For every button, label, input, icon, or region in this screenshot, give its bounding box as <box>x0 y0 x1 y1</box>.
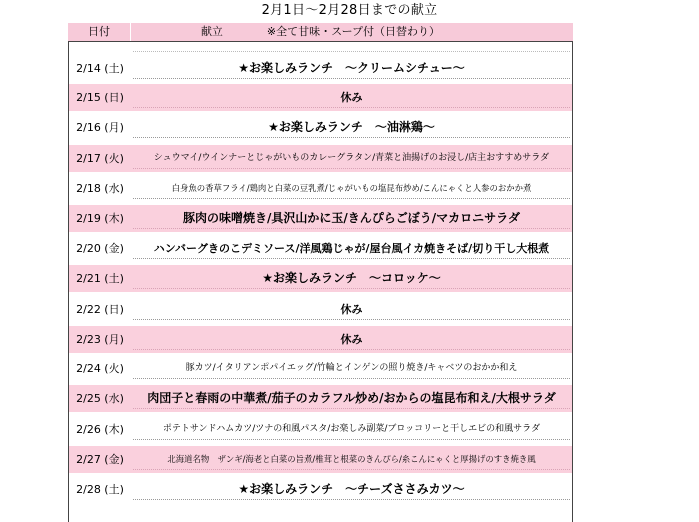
menu-table <box>68 41 573 522</box>
row-date: 2/25 (水) <box>76 392 124 405</box>
table-row <box>69 446 572 473</box>
header-date: 日付 <box>88 25 110 38</box>
row-underline <box>133 288 570 289</box>
row-date: 2/15 (日) <box>76 91 124 104</box>
table-row <box>69 326 572 353</box>
row-menu: ポテトサンドハムカツ/ツナの和風パスタ/お楽しみ副菜/ブロッコリーと干しエビの和風サラダ <box>162 424 541 434</box>
row-menu: 豚肉の味噌焼き/具沢山かに玉/きんぴらごぼう/マカロニサラダ <box>182 211 521 225</box>
row-menu: 肉団子と春雨の中華煮/茄子のカラフル炒め/おからの塩昆布和え/大根サラダ <box>147 391 556 405</box>
row-underline <box>133 378 570 379</box>
row-menu: シュウマイ/ウインナーとじゃがいものカレーグラタン/青菜と油揚げのお浸し/店主おすすめサラダ <box>153 153 550 163</box>
row-menu: 豚カツ/イタリアンポパイエッグ/竹輪とインゲンの照り焼き/キャベツのおかか和え <box>185 363 518 373</box>
row-date: 2/21 (土) <box>76 272 124 285</box>
row-menu: ハンバーグきのこデミソース/洋風鶏じゃが/屋台風イカ焼きそば/切り干し大根煮 <box>153 242 550 255</box>
table-row <box>69 235 572 262</box>
row-underline <box>133 499 570 500</box>
row-date: 2/19 (木) <box>76 212 124 225</box>
row-date: 2/24 (火) <box>76 362 124 375</box>
table-header <box>68 23 573 41</box>
row-date: 2/27 (金) <box>76 453 124 466</box>
table-row <box>69 296 572 323</box>
row-date: 2/22 (日) <box>76 303 124 316</box>
page-title: 2月1日～2月28日までの献立 <box>261 3 438 18</box>
table-row <box>69 114 572 141</box>
row-underline <box>133 228 570 229</box>
row-underline <box>133 408 570 409</box>
row-underline <box>133 137 570 138</box>
table-row <box>69 145 572 172</box>
row-menu: 休み <box>340 303 363 316</box>
table-row <box>69 175 572 202</box>
table-row <box>69 55 572 82</box>
row-date: 2/28 (土) <box>76 483 124 496</box>
row-underline <box>133 258 570 259</box>
row-underline <box>133 439 570 440</box>
row-date: 2/16 (月) <box>76 121 124 134</box>
table-row <box>69 385 572 412</box>
row-date: 2/23 (月) <box>76 333 124 346</box>
table-row <box>69 84 572 111</box>
row-date: 2/14 (土) <box>76 62 124 75</box>
row-underline <box>133 349 570 350</box>
row-menu: 白身魚の香草フライ/鶏肉と白菜の豆乳煮/じゃがいもの塩昆布炒め/こんにゃくと人参のおかか煮 <box>171 183 532 193</box>
row-underline <box>133 168 570 169</box>
row-menu: 休み <box>340 333 363 346</box>
header-menu: 献立 ※全て甘味・スープ付（日替わり） <box>200 25 441 38</box>
row-date: 2/17 (火) <box>76 152 124 165</box>
row-underline <box>133 198 570 199</box>
row-menu: ★お楽しみランチ ～コロッケ～ <box>262 271 441 285</box>
table-row <box>69 205 572 232</box>
divider <box>133 51 570 52</box>
row-menu: ★お楽しみランチ ～チーズささみカツ～ <box>238 482 465 496</box>
row-menu: ★お楽しみランチ ～油淋鶏～ <box>268 120 435 134</box>
table-row <box>69 265 572 292</box>
row-underline <box>133 78 570 79</box>
table-row <box>69 355 572 382</box>
row-date: 2/20 (金) <box>76 242 124 255</box>
row-menu: ★お楽しみランチ ～クリームシチュー～ <box>238 61 465 75</box>
row-underline <box>133 107 570 108</box>
row-underline <box>133 469 570 470</box>
row-underline <box>133 319 570 320</box>
row-menu: 休み <box>340 91 363 104</box>
row-menu: 北海道名物 ザンギ/海老と白菜の旨煮/椎茸と根菜のきんぴら/糸こんにゃくと厚揚げのすき焼き風 <box>167 454 536 464</box>
table-row <box>69 416 572 443</box>
row-date: 2/26 (木) <box>76 423 124 436</box>
table-row <box>69 476 572 503</box>
row-date: 2/18 (水) <box>76 182 124 195</box>
